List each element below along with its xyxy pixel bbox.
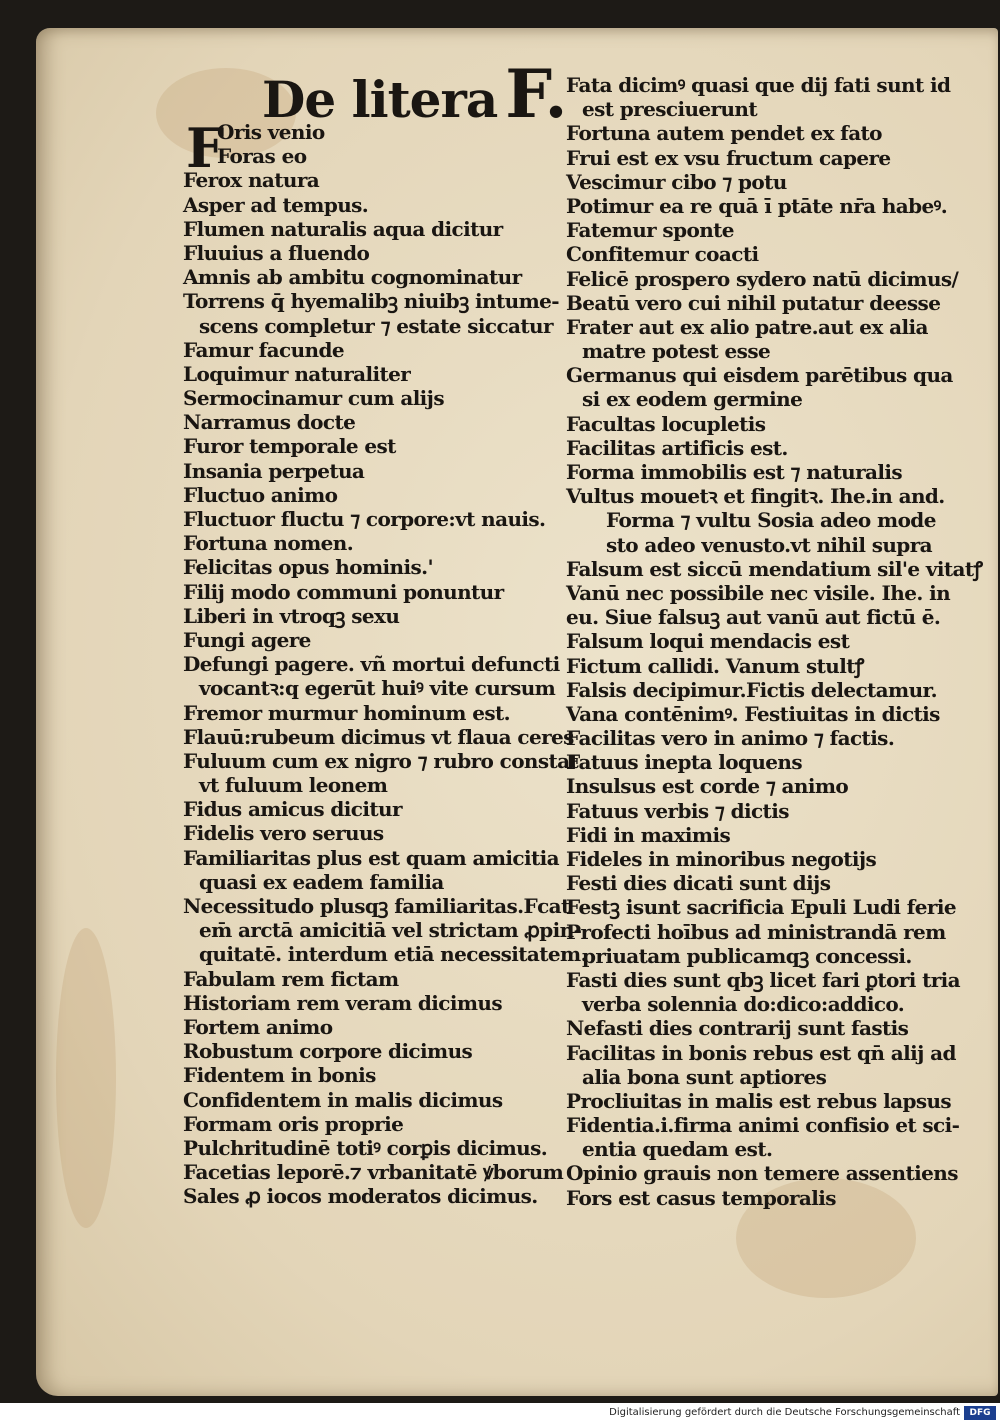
text-line: Amnis ab ambitu cognominatur — [183, 265, 522, 290]
text-line: Fuluum cum ex nigro ⁊ rubro constat — [183, 748, 579, 773]
text-line: Formam oris proprie — [183, 1111, 404, 1136]
text-line: Facilitas vero in animo ⁊ factis. — [566, 726, 895, 751]
text-line: Loquimur naturaliter — [183, 361, 411, 386]
text-line: Familiaritas plus est quam amicitia — [183, 845, 559, 870]
text-line: priuatam publicamqꝫ concessi. — [582, 943, 912, 968]
text-line: Ferox natura — [183, 168, 320, 193]
text-line: Fasti dies sunt qbꝫ licet fari ꝑtori tria — [566, 967, 961, 992]
text-line: Fideles in minoribus negotijs — [566, 847, 877, 871]
text-line: Fabulam rem fictam — [183, 966, 399, 991]
text-line: Procliuitas in malis est rebus lapsus — [566, 1088, 952, 1113]
text-line: Facultas locupletis — [566, 411, 766, 436]
text-line: Profecti hoībus ad ministrandā rem — [566, 919, 946, 944]
text-line: Potimur ea re quā ī ptāte nr̄a habeꝰ. — [566, 193, 948, 218]
text-line: Insulsus est corde ⁊ animo — [566, 774, 849, 799]
dfg-logo: DFG — [964, 1406, 996, 1420]
text-line: Fortuna autem pendet ex fato — [566, 121, 882, 146]
text-line: Vanū nec possibile nec visile. Ihe. in — [566, 580, 951, 605]
text-line: Oris venio — [217, 120, 325, 144]
text-line: Fortem animo — [183, 1014, 333, 1039]
text-line: Germanus qui eisdem parētibus qua — [566, 363, 953, 388]
drop-cap-initial: F — [186, 116, 225, 180]
text-line: Foras eo — [217, 144, 307, 169]
text-line: Confitemur coacti — [566, 242, 759, 267]
text-line: Confidentem in malis dicimus — [183, 1087, 503, 1112]
text-line: est presciuerunt — [582, 97, 757, 122]
text-line: Fluuius a fluendo — [183, 240, 370, 265]
text-line: si ex eodem germine — [582, 387, 803, 412]
page-heading — [262, 55, 567, 133]
text-line: Festi dies dicati sunt dijs — [566, 871, 831, 896]
text-line: eu. Siue falsuꝫ aut vanū aut fictū ē. — [566, 605, 941, 630]
text-line: Fluctuor fluctu ⁊ corpore:vt nauis. — [183, 507, 546, 531]
text-line: Forma immobilis est ⁊ naturalis — [566, 460, 903, 484]
text-line: Fidi in maximis — [566, 822, 731, 847]
text-line: Facetias leporē.⁊ vrbanitatē ꝟborum — [183, 1160, 564, 1185]
text-line: entia quedam est. — [582, 1137, 773, 1162]
text-line: Torrens q̄ hyemalibꝫ niuibꝫ intume- — [183, 289, 559, 314]
text-line: Fictum callidi. Vanum stultꝭ — [566, 653, 864, 678]
text-line: Fors est casus temporalis — [566, 1185, 836, 1210]
text-line: alia bona sunt aptiores — [582, 1064, 827, 1089]
text-line: Opinio grauis non temere assentiens — [566, 1161, 958, 1186]
text-line: Flumen naturalis aqua dicitur — [183, 216, 503, 241]
text-line: Forma ⁊ vultu Sosia adeo mode — [606, 508, 936, 533]
text-line: Fungi agere — [183, 627, 311, 652]
text-line: em̄ arctā amicitiā vel strictam ꝓpin- — [199, 918, 582, 943]
text-line: Furor temporale est — [183, 434, 396, 459]
text-line: Vana contēnimꝰ. Festiuitas in dictis — [566, 701, 940, 726]
text-line: Fluctuo animo — [183, 482, 338, 507]
footer-bar — [0, 1403, 1000, 1425]
text-line: quasi ex eadem familia — [199, 869, 444, 894]
text-line: verba solennia do:dico:addico. — [582, 992, 905, 1017]
text-line: Fata dicimꝰ quasi que dij fati sunt id — [566, 73, 951, 97]
text-line: Falsis decipimur.Fictis delectamur. — [566, 677, 937, 702]
text-line: Narramus docte — [183, 410, 356, 435]
text-line: Falsum est siccū mendatium sil'e vitatꝭ — [566, 556, 983, 581]
text-line: Historiam rem veram dicimus — [183, 990, 503, 1015]
text-line: Sales ꝓ iocos moderatos dicimus. — [183, 1184, 538, 1209]
text-line: Sermocinamur cum alijs — [183, 386, 444, 411]
text-line: Fidus amicus dicitur — [183, 797, 402, 822]
text-line: Facilitas artificis est. — [566, 435, 788, 460]
footer-credit: Digitalisierung gefördert durch die Deutsche Forschungsgemeinschaft — [609, 1407, 960, 1418]
text-line: matre potest esse — [582, 339, 771, 364]
right-text-column — [566, 73, 983, 1210]
text-line: Felicē prospero sydero natū dicimus/ — [566, 266, 959, 291]
text-line: Beatū vero cui nihil putatur deesse — [566, 290, 941, 315]
heading-letter: F. — [505, 55, 567, 133]
text-line: Liberi in vtroqꝫ sexu — [183, 603, 400, 628]
text-line: Necessitudo plusqꝫ familiaritas.Fcat — [183, 894, 570, 918]
text-line: Fremor murmur hominum est. — [183, 700, 510, 725]
text-line: Famur facunde — [183, 337, 344, 362]
text-line: Fidentem in bonis — [183, 1063, 376, 1088]
text-line: Vultus mouetꝛ et fingitꝛ. Ihe.in and. — [566, 484, 945, 509]
text-line: Insania perpetua — [183, 458, 365, 483]
text-line: Fatuus verbis ⁊ dictis — [566, 798, 789, 823]
text-line: Filij modo communi ponuntur — [183, 579, 504, 604]
text-line: Nefasti dies contrarij sunt fastis — [566, 1016, 909, 1041]
text-line: vt fuluum leonem — [199, 773, 388, 798]
text-line: Falsum loqui mendacis est — [566, 629, 850, 654]
text-line: Flauū:rubeum dicimus vt flaua ceres — [183, 724, 574, 749]
text-line: Festꝫ isunt sacrificia Epuli Ludi ferie — [566, 895, 956, 920]
text-line: Robustum corpore dicimus — [183, 1039, 473, 1064]
text-line: Vescimur cibo ⁊ potu — [566, 169, 787, 194]
text-line: Frui est ex vsu fructum capere — [566, 145, 891, 170]
heading-title: De litera — [262, 70, 498, 129]
text-line: Fidentia.i.firma animi confisio et sci- — [566, 1113, 960, 1138]
text-line: Defungi pagere. vñ mortui defuncti — [183, 652, 560, 677]
text-line: scens completur ⁊ estate siccatur — [199, 313, 553, 338]
text-line: sto adeo venusto.vt nihil supra — [606, 532, 932, 557]
text-line: Fatemur sponte — [566, 218, 734, 243]
text-line: Fidelis vero seruus — [183, 821, 384, 846]
text-line: Facilitas in bonis rebus est qn̄ alij ad — [566, 1040, 956, 1065]
paper-stain — [56, 928, 116, 1228]
text-line: Fortuna nomen. — [183, 531, 354, 556]
text-line: Felicitas opus hominis.' — [183, 555, 434, 580]
left-text-column — [183, 116, 587, 1209]
text-line: quitatē. interdum etiā necessitatem. — [199, 942, 587, 967]
text-line: vocantꝛ:q egerūt huiꝰ vite cursum — [199, 676, 556, 701]
text-line: Fatuus inepta loquens — [566, 750, 803, 775]
text-line: Asper ad tempus. — [183, 192, 369, 217]
text-line: Frater aut ex alio patre.aut ex alia — [566, 314, 928, 339]
text-line: Pulchritudinē totiꝰ corꝑis dicimus. — [183, 1135, 548, 1160]
